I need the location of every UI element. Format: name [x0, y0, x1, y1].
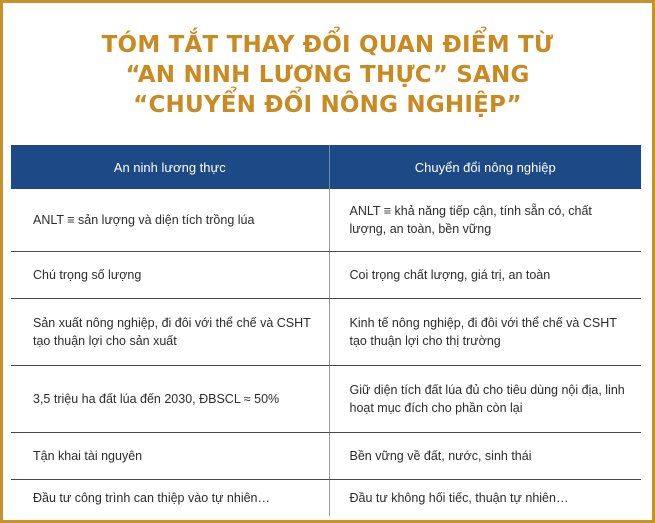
comparison-table [11, 145, 641, 516]
table-row [11, 252, 641, 299]
table-cell: Sản xuất nông nghiệp, đi đôi với thể chế và CSHT tạo thuận lợi cho sản xuất [11, 299, 329, 366]
table-cell: ANLT ≡ khả năng tiếp cận, tính sẵn có, chất lượng, an toàn, bền vững [329, 189, 641, 252]
header-agri-transformation: Chuyển đổi nông nghiệp [329, 145, 641, 189]
table-cell: 3,5 triệu ha đất lúa đến 2030, ĐBSCL ≈ 50% [11, 366, 329, 433]
title-line-1: TÓM TẮT THAY ĐỔI QUAN ĐIỂM TỪ [101, 32, 554, 58]
table-cell: Kinh tế nông nghiệp, đi đôi với thể chế và CSHT tạo thuận lợi cho thị trường [329, 299, 641, 366]
table-cell: Giữ diện tích đất lúa đủ cho tiêu dùng nội địa, linh hoạt mục đích cho phần còn lại [329, 366, 641, 433]
table-row [11, 433, 641, 480]
table-row [11, 480, 641, 517]
table-cell: ANLT ≡ sản lượng và diện tích trồng lúa [11, 189, 329, 252]
table-row [11, 299, 641, 366]
table-cell: Chú trọng số lượng [11, 252, 329, 299]
table-cell: Coi trọng chất lượng, giá trị, an toàn [329, 252, 641, 299]
table-row [11, 189, 641, 252]
header-food-security: An ninh lương thực [11, 145, 329, 189]
title-line-2: “AN NINH LƯƠNG THỰC” SANG [125, 62, 530, 88]
table-cell: Đầu tư không hối tiếc, thuận tự nhiên… [349, 491, 569, 505]
table-row [11, 366, 641, 433]
table-cell: Đầu tư công trình can thiệp vào tự nhiên… [11, 480, 329, 517]
table-cell: Tận khai tài nguyên [11, 433, 329, 480]
title-line-3: “CHUYỂN ĐỔI NÔNG NGHIỆP” [133, 92, 522, 118]
table-header-row [11, 145, 641, 189]
page-title [0, 30, 655, 120]
table-cell: Bền vững về đất, nước, sinh thái [329, 433, 641, 480]
